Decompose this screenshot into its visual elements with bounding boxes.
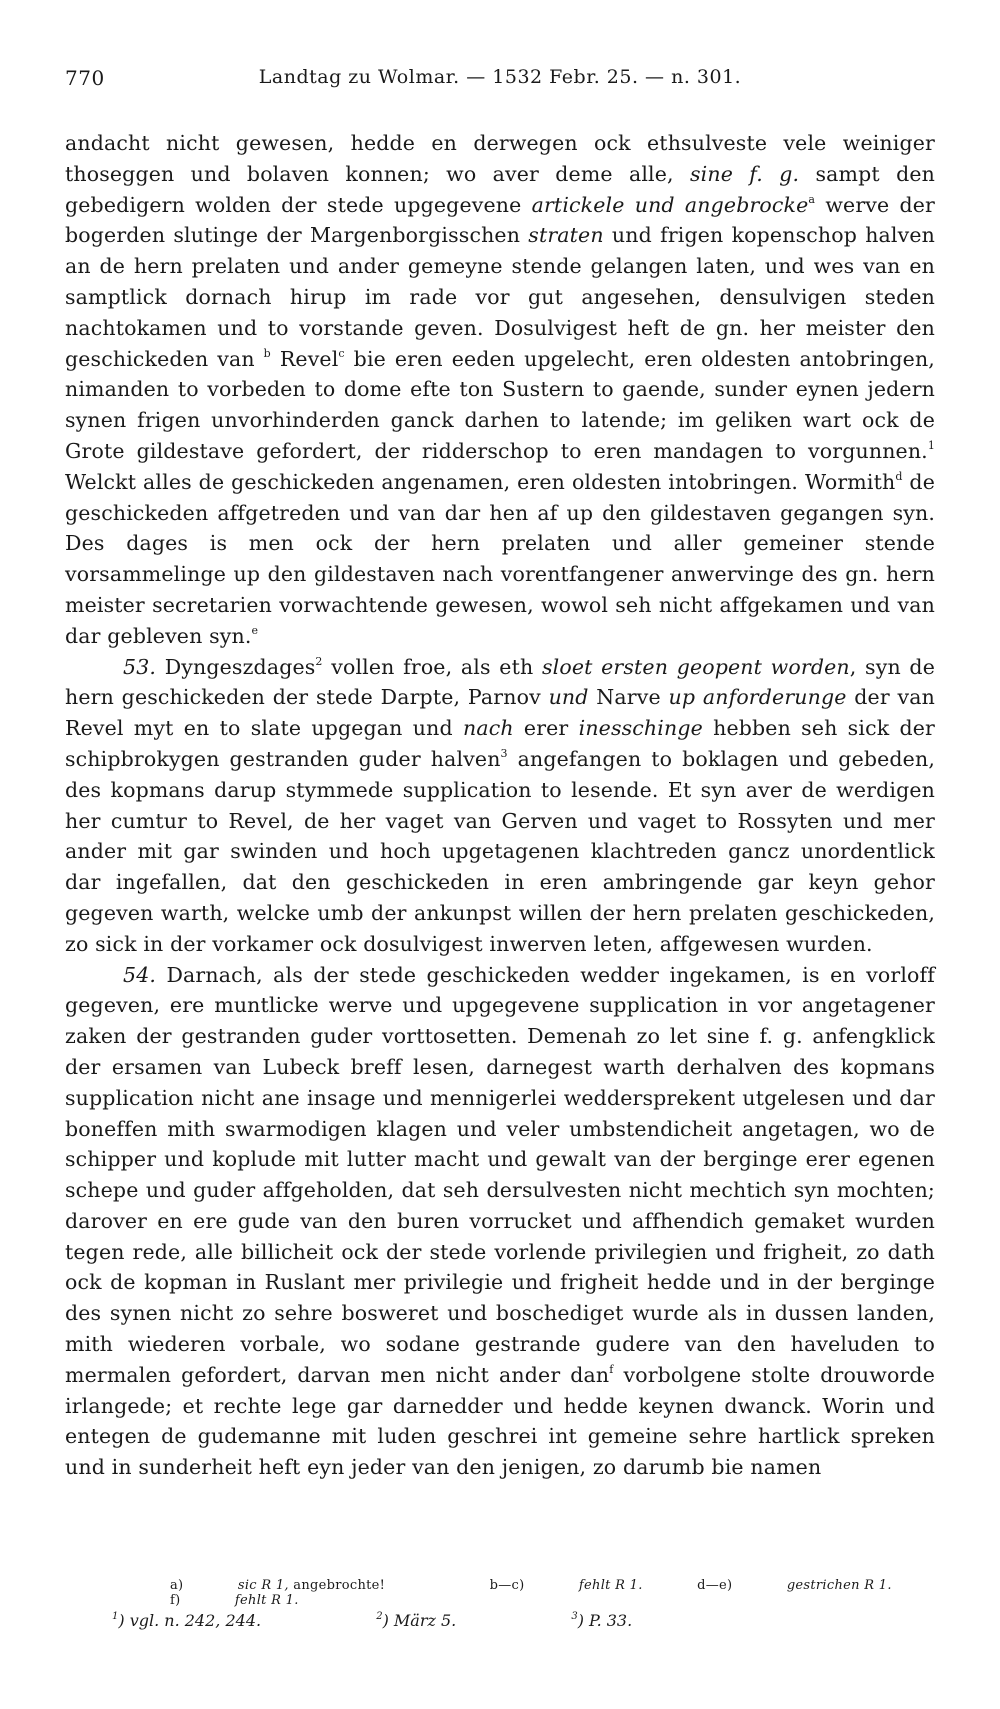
footnote-ref: 2 — [315, 654, 323, 668]
paragraph-number: 53. — [123, 654, 157, 679]
paragraph-54: 54. Darnach, als der stede geschickeden wedder ingekamen, is en vorloff gegeven, ere muntlicke werve und upgegevene supplication in vor angetagener zaken der gestranden guder vorttosetten. Demenah zo let sine f. g. anfengklick der ersamen van Lubeck breff lesen, darnegest warth derhalven des kopmans supplication nicht ane insage und mennigerlei weddersprekent utgelesen und dar boneffen mith swarmodigen klagen und veler umbstendicheit angetagen, wo de schipper und koplude mit lutter macht und gewalt van der berginge erer egenen schepe und guder affgeholden, dat seh dersulvesten nicht mechtich syn mochten; darover en ere gude van den buren vorrucket und affhendich gemaket wurden tegen rede, alle billicheit ock der stede vorlende privilegien und frigheit, zo dath ock de kopman in Ruslant mer privilegie und frigheit hedde und in der berginge des synen nicht zo sehre bosweret und boschediget wurde als in dussen landen, mith wiederen vorbale, wo sodane gestrande gudere van den haveluden to mermalen gefordert, darvan men nicht ander dan$^f$ vorbolgene stolte drouworde irlangede; et rechte lege gar darnedder und hedde keynen dwanck. Worin und entegen de gudemanne mit luden geschrei int gemeine sehre hartlick spreken und in sunderheit heft eyn jeder van den jenigen, zo darumb bie namen — [65, 962, 935, 1480]
footnote-ref: e — [251, 623, 259, 637]
paragraph-53: 53. Dyngeszdages$^2$ vollen froe, als eth sloet ersten geopent worden, syn de hern geschickeden der stede Darpte, Parnov und Narve up anforderunge der van Revel myt en to slate upgegan und nach erer inesschinge hebben seh sick der schipbrokygen gestranden guder halven$^3$ angefangen to boklagen und gebeden, des kopmans darup stymmede supplication to lesende. Et syn aver de werdigen her cumtur to Revel, de her vaget van Gerven und vaget to Rossyten und mer ander mit gar swinden und hoch upgetagenen klachtreden gancz unordentlick dar ingefallen, dat den geschickeden in eren ambringende gar keyn gehor gegeven warth, welcke umb der ankunpst willen der hern prelaten geschickeden, zo sick in der vorkamer ock dosulvigest inwerven leten, affgewesen wurden. — [65, 654, 935, 956]
main-text — [65, 128, 935, 1483]
footnote-3: $^3$) P. 33. — [571, 1611, 633, 1630]
footnote-2: $^2$) März 5. — [376, 1611, 457, 1630]
footnote-ref: b — [263, 346, 271, 360]
footnote-ref: a — [808, 192, 816, 206]
running-title: Landtag zu Wolmar. — 1532 Febr. 25. — n. 301. — [258, 66, 742, 88]
paragraph-number: 54. — [123, 962, 157, 987]
footnote-ref: f — [609, 1362, 614, 1376]
footnote-f: f) fehlt R 1. — [170, 1593, 299, 1608]
footnote-ref: 1 — [927, 438, 935, 452]
footnote-d-e: d—e) gestrichen R 1. — [697, 1578, 892, 1593]
footnote-b-c: b—c) fehlt R 1. — [489, 1578, 643, 1593]
footnote-ref: d — [895, 469, 903, 483]
page-number: 770 — [65, 66, 105, 90]
footnote-ref: c — [338, 346, 345, 360]
paragraph-1: andacht nicht gewesen, hedde en derwegen ock ethsulveste vele weiniger thoseggen und bolaven konnen; wo aver deme alle, sine f. g. sampt den gebedigern wolden der stede upgegevene artickele und angebrocke$^a$ werve der bogerden slutinge der Margenborgisschen straten und frigen kopenschop halven an de hern prelaten und ander gemeyne stende gelangen laten, und wes van en samptlick dornach hirup im rade vor gut angesehen, densulvigen steden nachtokamen und to vorstande geven. Dosulvigest heft de gn. her meister den geschickeden van $^b$ Revel$^c$ bie eren eeden upgelecht, eren oldesten antobringen, nimanden to vorbeden to dome efte ton Sustern to gaende, sunder eynen jedern synen frigen unvorhinderden ganck darhen to latende; im geliken wart ock de Grote gildestave gefordert, der ridderschop to eren mandagen to vorgunnen.$^1$ Welckt alles de geschickeden angenamen, eren oldesten intobringen. Wormith$^d$ de geschickeden affgetreden und van dar hen af up den gildestaven gegangen syn. Des dages is men ock der hern prelaten und aller gemeiner stende vorsammelinge up den gildestaven nach vorentfangener anwervinge des gn. hern meister secretarien vorwachtende gewesen, wowol seh nicht affgekamen und van dar gebleven syn.$^e$ — [65, 131, 935, 648]
footnote-a: a) sic R 1, angebrochte! — [170, 1578, 386, 1593]
textual-footnotes — [170, 1578, 1000, 1608]
footnote-ref: 3 — [500, 746, 508, 760]
explanatory-footnotes — [112, 1611, 742, 1630]
footnote-1: $^1$) vgl. n. 242, 244. — [112, 1611, 262, 1630]
page-header — [65, 66, 935, 96]
